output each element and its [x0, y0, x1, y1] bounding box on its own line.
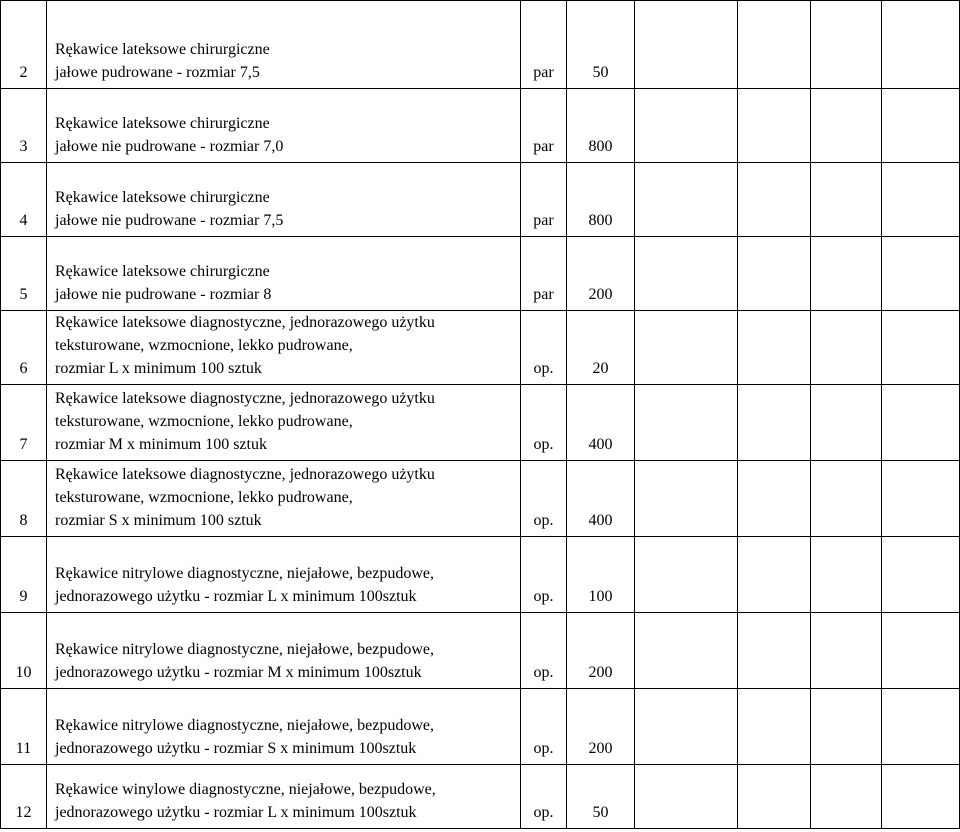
description-line: jałowe pudrowane - rozmiar 7,5 [55, 64, 260, 81]
unit-cell: op. [521, 461, 567, 537]
unit-cell: op. [521, 689, 567, 765]
description-line: jałowe nie pudrowane - rozmiar 8 [55, 286, 272, 303]
unit-cell: op. [521, 385, 567, 461]
quantity-cell: 800 [567, 163, 635, 237]
empty-cell [811, 1, 882, 89]
empty-cell [635, 385, 738, 461]
row-number: 7 [1, 385, 47, 461]
quantity-cell: 400 [567, 461, 635, 537]
empty-cell [738, 613, 811, 689]
quantity-cell: 200 [567, 237, 635, 311]
empty-cell [811, 385, 882, 461]
row-number: 12 [1, 765, 47, 829]
empty-cell [882, 765, 960, 829]
table-row [1, 311, 960, 385]
item-description [47, 461, 521, 537]
empty-cell [738, 765, 811, 829]
empty-cell [882, 385, 960, 461]
row-number: 4 [1, 163, 47, 237]
empty-cell [882, 163, 960, 237]
description-line: Rękawice lateksowe chirurgiczne [55, 263, 270, 280]
empty-cell [738, 689, 811, 765]
quantity-cell: 200 [567, 613, 635, 689]
quantity-cell: 50 [567, 765, 635, 829]
empty-cell [882, 537, 960, 613]
empty-cell [635, 765, 738, 829]
empty-cell [635, 689, 738, 765]
quantity-cell: 200 [567, 689, 635, 765]
empty-cell [738, 237, 811, 311]
unit-cell: op. [521, 613, 567, 689]
description-line: Rękawice lateksowe diagnostyczne, jednorazowego użytku [55, 314, 435, 331]
empty-cell [882, 613, 960, 689]
description-line: jednorazowego użytku - rozmiar S x minimum 100sztuk [55, 740, 417, 757]
empty-cell [635, 613, 738, 689]
description-line: Rękawice lateksowe chirurgiczne [55, 189, 270, 206]
item-description [47, 385, 521, 461]
empty-cell [738, 1, 811, 89]
row-number: 10 [1, 613, 47, 689]
empty-cell [882, 311, 960, 385]
item-description [47, 163, 521, 237]
empty-cell [635, 461, 738, 537]
empty-cell [738, 537, 811, 613]
empty-cell [738, 461, 811, 537]
quantity-cell: 20 [567, 311, 635, 385]
item-description [47, 237, 521, 311]
row-number: 3 [1, 89, 47, 163]
table-row [1, 613, 960, 689]
item-description [47, 765, 521, 829]
description-line: Rękawice lateksowe diagnostyczne, jednorazowego użytku [55, 390, 435, 407]
item-description [47, 537, 521, 613]
table-row [1, 385, 960, 461]
row-number: 11 [1, 689, 47, 765]
item-description [47, 1, 521, 89]
quantity-cell: 50 [567, 1, 635, 89]
item-description [47, 613, 521, 689]
description-line: jałowe nie pudrowane - rozmiar 7,5 [55, 212, 284, 229]
unit-cell: op. [521, 311, 567, 385]
empty-cell [635, 1, 738, 89]
unit-cell: op. [521, 765, 567, 829]
table-row [1, 461, 960, 537]
unit-cell: par [521, 89, 567, 163]
table-row [1, 765, 960, 829]
description-line: Rękawice lateksowe diagnostyczne, jednorazowego użytku [55, 466, 435, 483]
unit-cell: op. [521, 537, 567, 613]
empty-cell [811, 689, 882, 765]
empty-cell [635, 537, 738, 613]
table-row [1, 537, 960, 613]
row-number: 9 [1, 537, 47, 613]
empty-cell [811, 461, 882, 537]
empty-cell [738, 163, 811, 237]
description-line: Rękawice nitrylowe diagnostyczne, niejałowe, bezpudowe, [55, 565, 434, 582]
description-line: Rękawice nitrylowe diagnostyczne, niejałowe, bezpudowe, [55, 641, 434, 658]
quantity-cell: 100 [567, 537, 635, 613]
description-line: Rękawice nitrylowe diagnostyczne, niejałowe, bezpudowe, [55, 717, 434, 734]
item-description [47, 311, 521, 385]
empty-cell [738, 311, 811, 385]
description-line: rozmiar M x minimum 100 sztuk [55, 436, 267, 453]
description-line: jednorazowego użytku - rozmiar M x minimum 100sztuk [55, 664, 422, 681]
empty-cell [882, 237, 960, 311]
table-row [1, 689, 960, 765]
description-line: teksturowane, wzmocnione, lekko pudrowane, [55, 413, 353, 430]
row-number: 8 [1, 461, 47, 537]
description-line: Rękawice winylowe diagnostyczne, niejałowe, bezpudowe, [55, 781, 436, 798]
empty-cell [635, 89, 738, 163]
empty-cell [811, 765, 882, 829]
empty-cell [811, 311, 882, 385]
item-description [47, 689, 521, 765]
empty-cell [811, 89, 882, 163]
empty-cell [635, 163, 738, 237]
row-number: 5 [1, 237, 47, 311]
table-row [1, 89, 960, 163]
empty-cell [882, 461, 960, 537]
quantity-cell: 800 [567, 89, 635, 163]
unit-cell: par [521, 237, 567, 311]
description-line: rozmiar S x minimum 100 sztuk [55, 512, 262, 529]
table-row [1, 163, 960, 237]
empty-cell [811, 613, 882, 689]
unit-cell: par [521, 1, 567, 89]
empty-cell [811, 537, 882, 613]
empty-cell [882, 689, 960, 765]
description-line: teksturowane, wzmocnione, lekko pudrowane, [55, 337, 353, 354]
description-line: rozmiar L x minimum 100 sztuk [55, 360, 262, 377]
empty-cell [738, 89, 811, 163]
description-line: jałowe nie pudrowane - rozmiar 7,0 [55, 138, 284, 155]
item-description [47, 89, 521, 163]
description-line: teksturowane, wzmocnione, lekko pudrowane, [55, 489, 353, 506]
table-row [1, 1, 960, 89]
empty-cell [635, 237, 738, 311]
empty-cell [882, 89, 960, 163]
description-line: jednorazowego użytku - rozmiar L x minimum 100sztuk [55, 804, 417, 821]
table-row [1, 237, 960, 311]
quantity-cell: 400 [567, 385, 635, 461]
empty-cell [738, 385, 811, 461]
description-line: Rękawice lateksowe chirurgiczne [55, 115, 270, 132]
empty-cell [635, 311, 738, 385]
description-line: jednorazowego użytku - rozmiar L x minimum 100sztuk [55, 588, 417, 605]
row-number: 6 [1, 311, 47, 385]
empty-cell [811, 163, 882, 237]
empty-cell [811, 237, 882, 311]
unit-cell: par [521, 163, 567, 237]
empty-cell [882, 1, 960, 89]
row-number: 2 [1, 1, 47, 89]
description-line: Rękawice lateksowe chirurgiczne [55, 41, 270, 58]
